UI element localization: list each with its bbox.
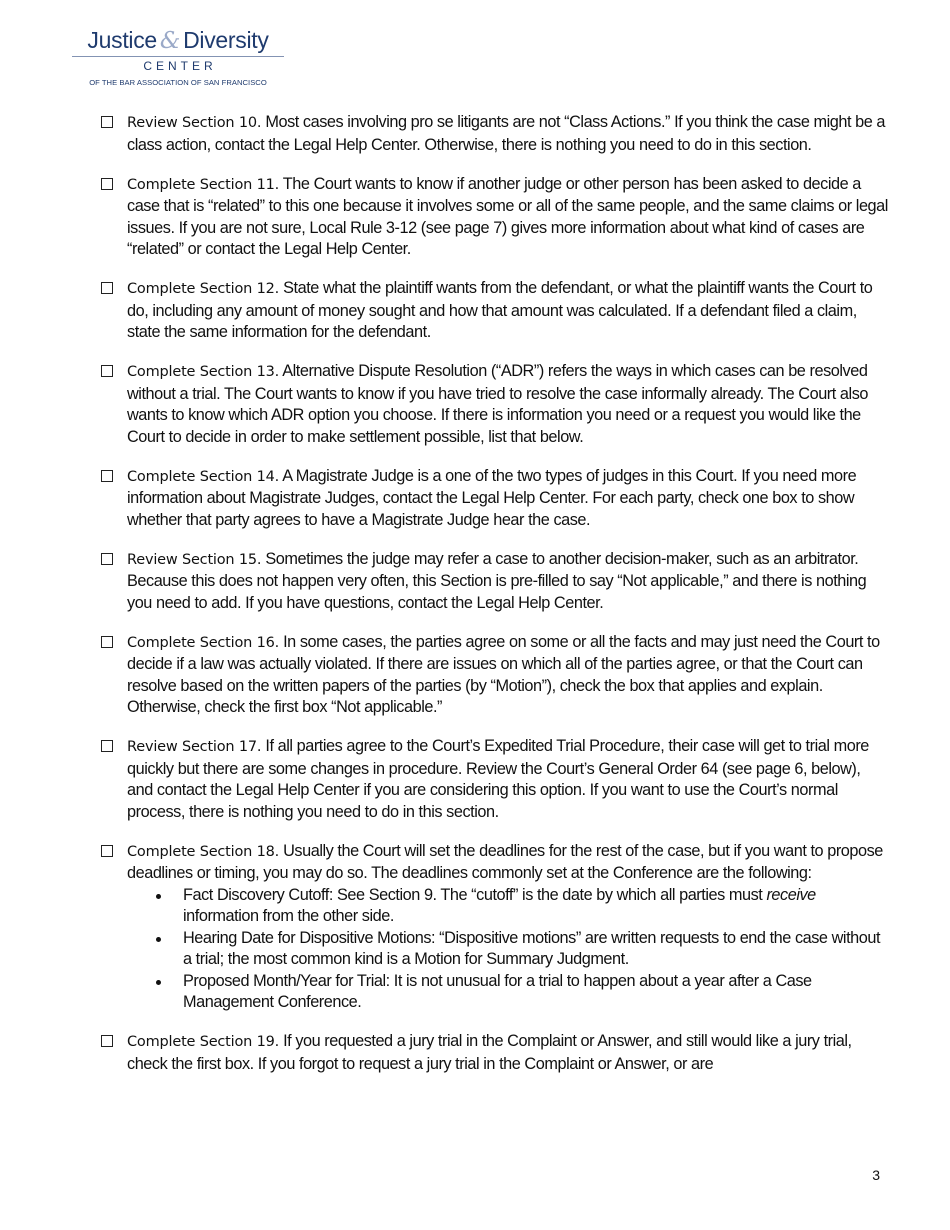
checklist-item [100, 174, 890, 261]
checkbox[interactable] [101, 178, 113, 190]
item-lead: Complete Section 14. [127, 468, 280, 485]
item-text: State what the plaintiff wants from the defendant, or what the plaintiff wants the Court to do, including any amount of money sought and how that amount was calculated. If a defendant filed a claim, state the same information for the defendant. [127, 279, 873, 341]
list-item: Fact Discovery Cutoff: See Section 9. The “cutoff” is the date by which all parties must receive information from the other side. [183, 885, 890, 928]
item-text: The Court wants to know if another judge or other person has been asked to decide a case that is “related” to this one because it involves some or all of the same people, and the same claims or legal issues. If you are not sure, Local Rule 3-12 (see page 7) gives more information about what kind of cases are “related” or contact the Legal Help Center. [127, 174, 888, 258]
bullet-icon [156, 894, 161, 899]
checkbox[interactable] [101, 845, 113, 857]
page-number: 3 [872, 1167, 880, 1183]
emphasis: receive [766, 885, 816, 904]
item-lead: Review Section 10. [127, 115, 262, 131]
checklist-item [100, 466, 890, 532]
checklist-item [100, 736, 890, 823]
bullet-icon [156, 937, 161, 942]
deadline-list [127, 885, 890, 1014]
checklist-item [100, 549, 890, 615]
checkbox[interactable] [101, 282, 113, 294]
checklist-item [100, 1031, 890, 1075]
list-item: Hearing Date for Dispositive Motions: “Dispositive motions” are written requests to end the case without a trial; the most common kind is a Motion for Summary Judgment. [183, 928, 890, 971]
item-text: If you requested a jury trial in the Complaint or Answer, and still would like a jury trial, check the first box. If you forgot to request a jury trial in the Complaint or Answer, or are [127, 1032, 852, 1073]
item-text: Alternative Dispute Resolution (“ADR”) refers the ways in which cases can be resolved without a trial. The Court wants to know if you have tried to resolve the case informally already. The Court also wants to know which ADR option you choose. If there is information you need or a request you would like the Court to decide in order to make settlement possible, list that below. [127, 362, 868, 446]
item-lead: Complete Section 12. [127, 281, 280, 297]
bullet-icon [156, 980, 161, 985]
checkbox[interactable] [101, 470, 113, 482]
logo-ampersand: & [159, 28, 181, 54]
logo-wordmark: Justice & Diversity [87, 27, 269, 54]
item-lead: Complete Section 16. [127, 634, 280, 651]
item-text: If all parties agree to the Court’s Expedited Trial Procedure, their case will get to trial more quickly but there are some changes in procedure. Review the Court’s General Order 64 (see page 6, below), and contact the Legal Help Center if you are considering this option. If you want to use the Court’s normal process, there is nothing you need to do in this section. [127, 737, 869, 821]
checklist [100, 112, 890, 1093]
item-lead: Complete Section 19. [127, 1034, 280, 1050]
item-text: A Magistrate Judge is a one of the two types of judges in this Court. If you need more information about Magistrate Judges, contact the Legal Help Center. For each party, check one box to show whether that party agrees to have a Magistrate Judge hear the case. [127, 466, 857, 529]
item-lead: Complete Section 18. [127, 843, 280, 860]
checklist-item [100, 632, 890, 719]
checkbox[interactable] [101, 740, 113, 752]
item-text: In some cases, the parties agree on some or all the facts and may just need the Court to decide if a law was actually violated. If there are issues on which all of the parties agree, or that the Court can resolve based on the written papers of the parties (by “Motion”), check the box that applies and explain. Otherwise, check the first box “Not applicable.” [127, 632, 880, 716]
list-item: Proposed Month/Year for Trial: It is not unusual for a trial to happen about a year after a Case Management Conference. [183, 971, 890, 1014]
item-text: Sometimes the judge may refer a case to another decision-maker, such as an arbitrator. Because this does not happen very often, this Section is pre-filled to say “Not applicable,” and there is nothing you need to add. If you have questions, contact the Legal Help Center. [127, 549, 867, 612]
item-lead: Review Section 15. [127, 551, 262, 568]
checkbox[interactable] [101, 636, 113, 648]
checklist-item [100, 841, 890, 1014]
item-text: Usually the Court will set the deadlines for the rest of the case, but if you want to propose deadlines or timing, you may do so. The deadlines commonly set at the Conference are the following: [127, 841, 883, 882]
item-lead: Complete Section 13. [127, 364, 280, 380]
item-text: Most cases involving pro se litigants are not “Class Actions.” If you think the case might be a class action, contact the Legal Help Center. Otherwise, there is nothing you need to do in this section. [127, 113, 886, 154]
logo-center: CENTER [143, 59, 217, 73]
jdc-logo [72, 27, 284, 89]
checklist-item [100, 361, 890, 448]
item-lead: Review Section 17. [127, 739, 262, 755]
logo-rule [72, 56, 284, 57]
checkbox[interactable] [101, 116, 113, 128]
checklist-item [100, 278, 890, 344]
checklist-item [100, 112, 890, 156]
checkbox[interactable] [101, 1035, 113, 1047]
checkbox[interactable] [101, 553, 113, 565]
checkbox[interactable] [101, 365, 113, 377]
logo-subtitle: OF THE BAR ASSOCIATION OF SAN FRANCISCO [89, 78, 267, 87]
item-lead: Complete Section 11. [127, 176, 280, 193]
